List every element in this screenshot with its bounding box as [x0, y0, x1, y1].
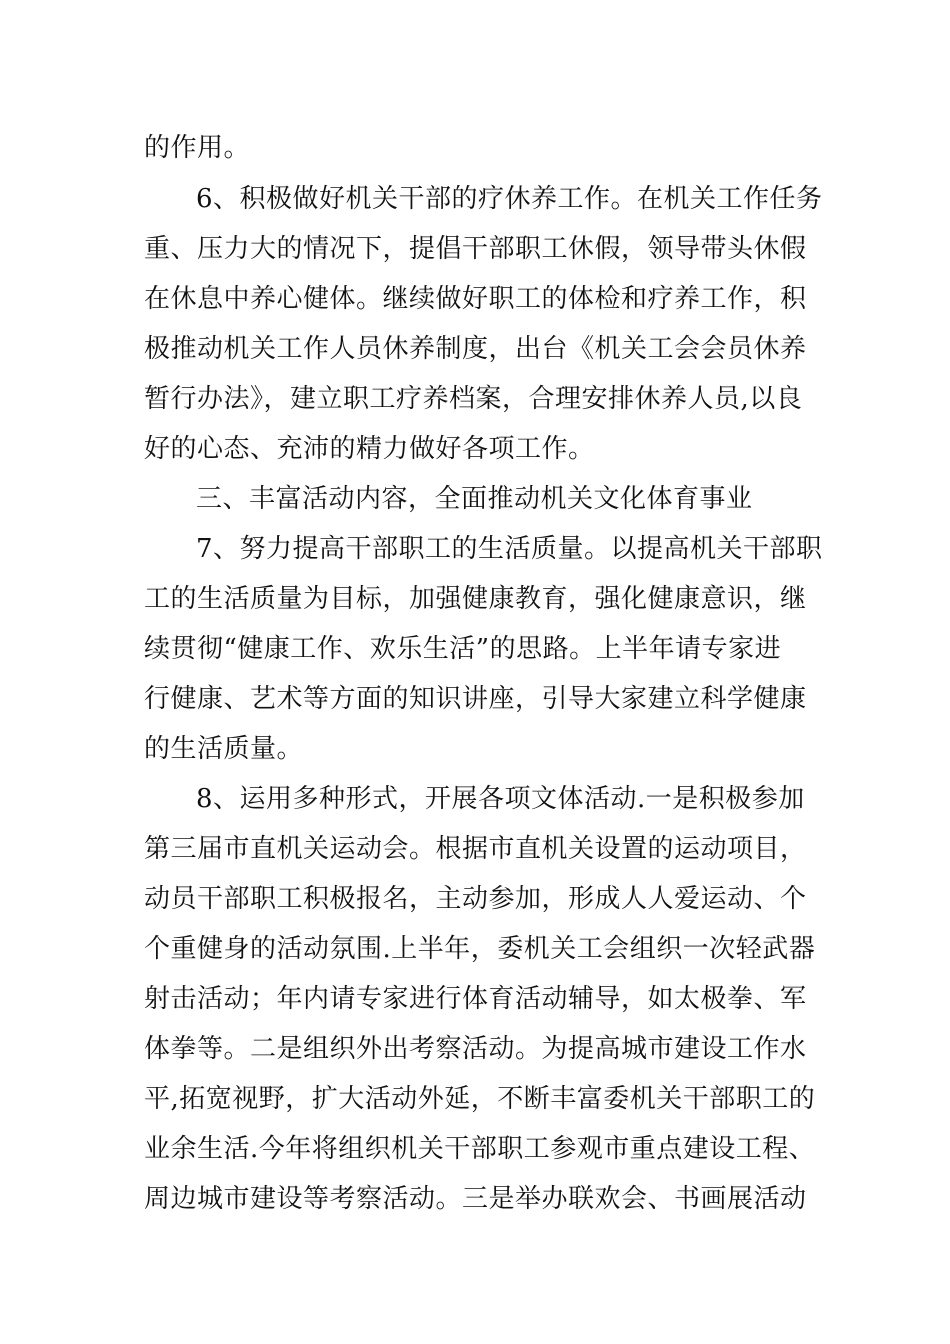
text-line: 个重健身的活动氛围.上半年，委机关工会组织一次轻武器	[144, 934, 816, 964]
text-line: 的作用。	[144, 133, 251, 163]
text-line: 行健康、艺术等方面的知识讲座，引导大家建立科学健康	[144, 684, 807, 714]
text-line: 平,拓宽视野，扩大活动外延，不断丰富委机关干部职工的	[144, 1084, 816, 1114]
text-line: 好的心态、充沛的精力做好各项工作。	[144, 434, 595, 464]
text-line: 重、压力大的情况下，提倡干部职工休假，领导带头休假	[144, 234, 807, 264]
paragraph-6-start: 6、积极做好机关干部的疗休养工作。在机关工作任务	[196, 184, 823, 214]
section-heading-3: 三、丰富活动内容，全面推动机关文化体育事业	[196, 484, 753, 514]
paragraph-7-start: 7、努力提高干部职工的生活质量。以提高机关干部职	[196, 534, 823, 564]
text-line: 工的生活质量为目标，加强健康教育，强化健康意识，继	[144, 584, 807, 614]
text-line: 第三届市直机关运动会。根据市直机关设置的运动项目，	[144, 834, 807, 864]
text-line: 续贯彻“健康工作、欢乐生活”的思路。上半年请专家进	[144, 634, 782, 664]
text-line: 的生活质量。	[144, 734, 304, 764]
text-line: 极推动机关工作人员休养制度，出台《机关工会会员休养	[144, 334, 807, 364]
text-line: 体拳等。二是组织外出考察活动。为提高城市建设工作水	[144, 1034, 807, 1064]
text-line: 在休息中养心健体。继续做好职工的体检和疗养工作，积	[144, 284, 807, 314]
text-line: 暂行办法》，建立职工疗养档案，合理安排休养人员,以良	[144, 384, 803, 414]
text-line: 业余生活.今年将组织机关干部职工参观市重点建设工程、	[144, 1134, 816, 1164]
paragraph-8-start: 8、运用多种形式，开展各项文体活动.一是积极参加	[196, 784, 805, 814]
text-line: 动员干部职工积极报名，主动参加，形成人人爱运动、个	[144, 884, 807, 914]
text-line: 射击活动；年内请专家进行体育活动辅导，如太极拳、军	[144, 984, 807, 1014]
text-line: 周边城市建设等考察活动。三是举办联欢会、书画展活动	[144, 1184, 807, 1214]
